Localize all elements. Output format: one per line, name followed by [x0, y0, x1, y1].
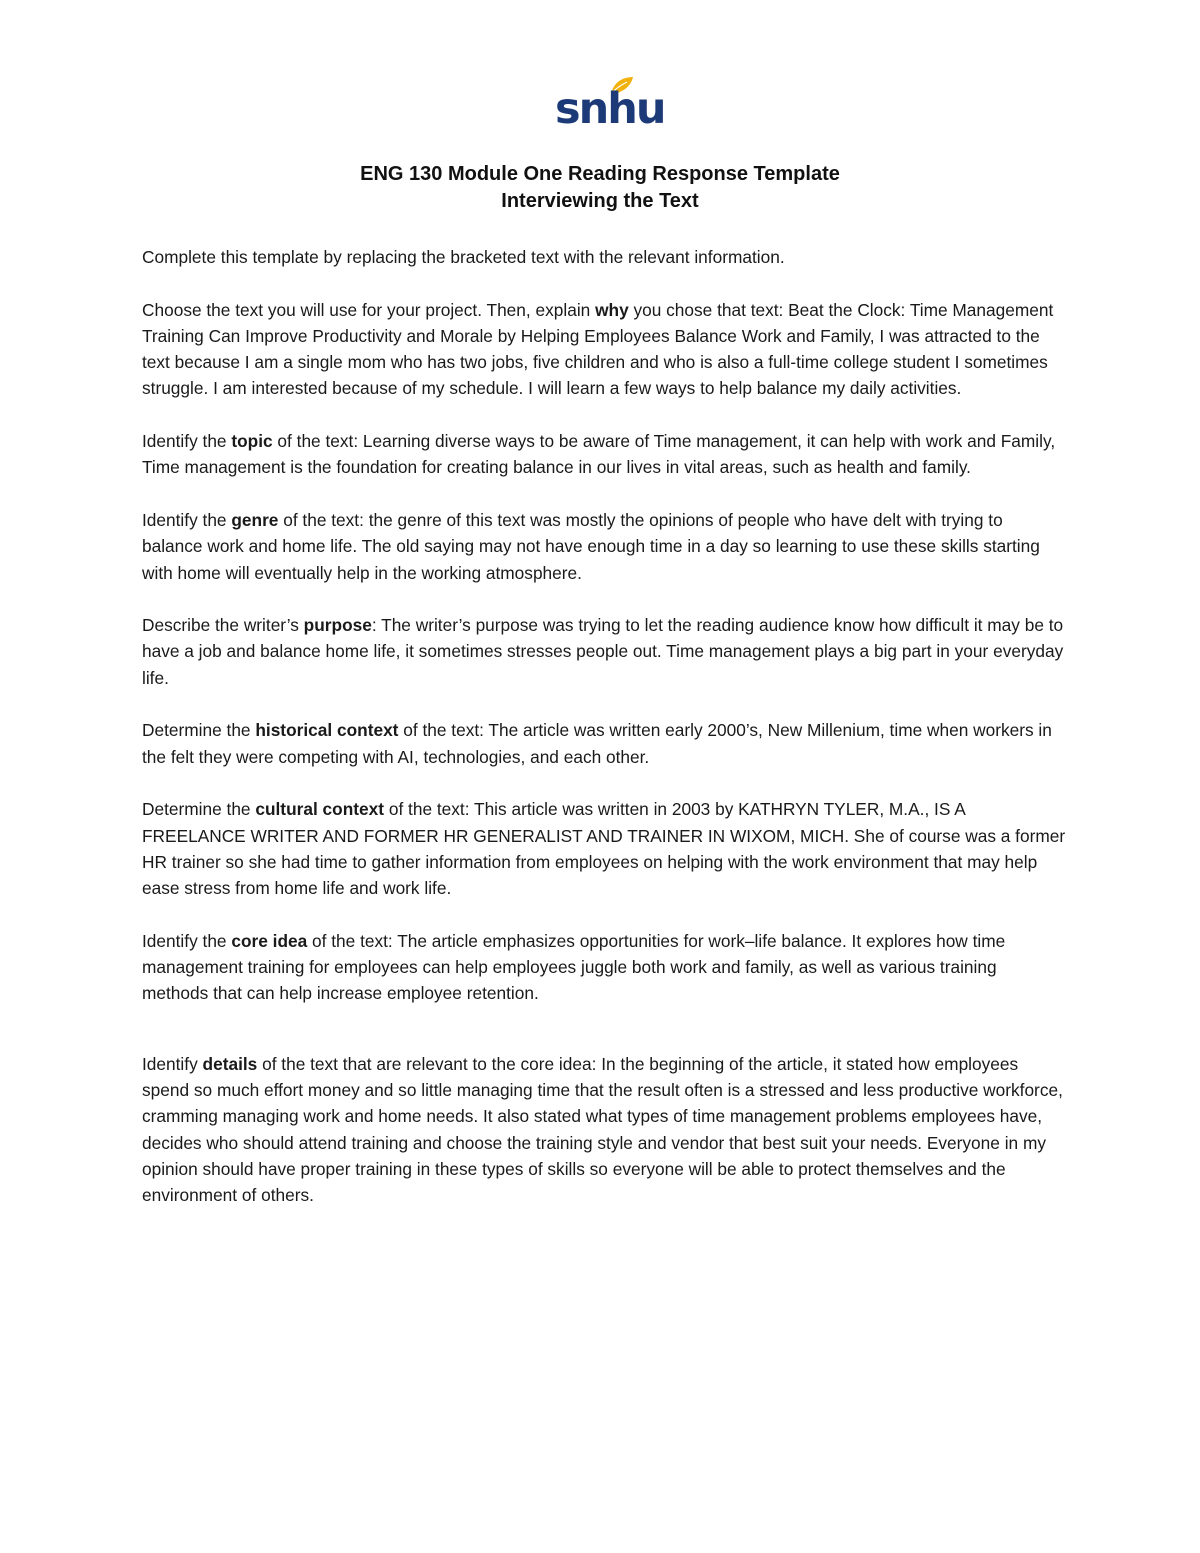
core-keyword: core idea	[231, 930, 308, 951]
why-prompt: Choose the text you will use for your project. Then, explain	[142, 299, 596, 320]
core-prompt-end: of the text:	[307, 930, 398, 951]
intro-paragraph: Complete this template by replacing the bracketed text with the relevant information.	[142, 247, 785, 267]
historical-answer: The article was written early 2000’s, New Millenium, time when workers in the felt they were competing with AI, technologies, and each other.	[142, 720, 1052, 767]
historical-keyword: historical context	[255, 720, 399, 741]
core-prompt: Identify the	[142, 930, 232, 951]
details-prompt: Identify	[142, 1053, 203, 1074]
genre-prompt-end: of the text:	[278, 509, 369, 530]
document-header	[0, 161, 1200, 215]
genre-answer: the genre of this text was mostly the opinions of people who have delt with trying to balance work and home life. The old saying may not have enough time in a day so learning to use these skills starting with home will eventually help in the working atmosphere.	[142, 509, 1040, 583]
purpose-paragraph	[142, 612, 1067, 691]
purpose-prompt: Describe the writer’s	[142, 615, 304, 636]
cultural-prompt-end: of the text:	[384, 799, 475, 820]
cultural-keyword: cultural context	[255, 799, 385, 820]
purpose-prompt-end: :	[371, 615, 382, 636]
topic-prompt: Identify the	[142, 431, 232, 452]
topic-prompt-end: of the text:	[272, 431, 363, 452]
why-paragraph	[142, 297, 1067, 402]
cultural-answer: This article was written in 2003 by KATHRYN TYLER, M.A., IS A FREELANCE WRITER AND FORMER HR GENERALIST AND TRAINER IN WIXOM, MICH. She of course was a former HR trainer so she had time to gather information from employees on helping with the work environment that may help ease stress from home life and work life.	[142, 799, 1066, 899]
historical-prompt: Determine the	[142, 720, 256, 741]
document-title: ENG 130 Module One Reading Response Template	[360, 163, 840, 185]
genre-keyword: genre	[231, 509, 279, 530]
topic-keyword: topic	[231, 431, 273, 452]
core-answer: The article emphasizes opportunities for work–life balance. It explores how time management training for employees can help employees juggle both work and family, as well as various training methods that can help increase employee retention.	[142, 930, 1006, 1004]
genre-paragraph	[142, 507, 1067, 586]
core-paragraph	[142, 928, 1067, 1007]
purpose-answer: The writer’s purpose was trying to let the reading audience know how difficult it may be to have a job and balance home life, it sometimes stresses people out. Time management plays a big part in your everyday life.	[142, 615, 1064, 688]
details-prompt-end: of the text that are relevant to the core idea:	[257, 1053, 602, 1074]
why-prompt-end: you chose that text:	[628, 299, 789, 320]
details-paragraph	[142, 1051, 1067, 1209]
why-keyword: why	[595, 299, 629, 320]
document-body	[142, 244, 1067, 1208]
details-answer: In the beginning of the article, it stated how employees spend so much effort money and so little managing time that the result often is a stressed and less productive workforce, cramming managing work and home needs. It also stated what types of time management problems employees have, decides who should attend training and choose the training style and vendor that best suit your needs. Everyone in my opinion should have proper training in these types of skills so everyone will be able to protect themselves and the environment of others.	[142, 1053, 1063, 1206]
topic-answer: Learning diverse ways to be aware of Time management, it can help with work and Family, Time management is the foundation for creating balance in our lives in vital areas, such as health and family.	[142, 431, 1056, 478]
snhu-logo	[553, 74, 665, 136]
topic-paragraph	[142, 428, 1067, 481]
cultural-paragraph	[142, 796, 1067, 901]
why-answer: Beat the Clock: Time Management Training Can Improve Productivity and Morale by Helping Employees Balance Work and Family, I was attracted to the text because I am a single mom who has two jobs, five children and who is also a full-time college student I sometimes struggle. I am interested because of my schedule. I will learn a few ways to help balance my daily activities.	[142, 299, 1054, 399]
logo-wordmark: snhu	[555, 84, 665, 134]
historical-prompt-end: of the text:	[398, 720, 489, 741]
genre-prompt: Identify the	[142, 509, 232, 530]
cultural-prompt: Determine the	[142, 799, 256, 820]
document-subtitle: Interviewing the Text	[501, 190, 699, 212]
details-keyword: details	[202, 1053, 258, 1074]
historical-paragraph	[142, 717, 1067, 770]
purpose-keyword: purpose	[303, 615, 372, 636]
